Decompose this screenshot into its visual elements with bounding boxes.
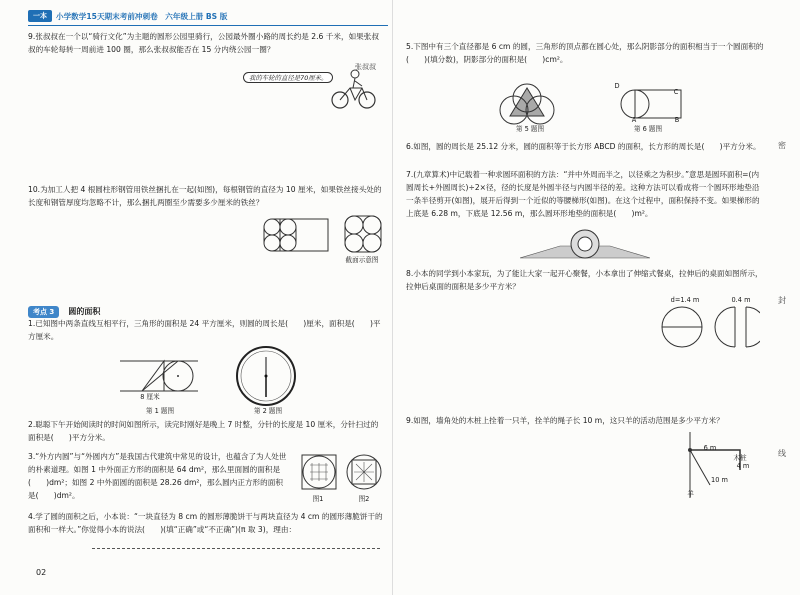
circle-outer-figure [345, 453, 383, 491]
fig1-width-label: 8 厘米 [140, 393, 160, 401]
section-heading [28, 299, 100, 318]
character-label: 张叔叔 [355, 63, 376, 71]
section-title: 圆的面积 [68, 307, 101, 316]
section-q3: 3.“外方内圆”与“外圆内方”是我国古代建筑中常见的设计，也蕴含了为人处世的朴素道理。如图 1 中外面正方形的面积是 64 dm²，那么里面圆的面积是( )dm²；如图 2 中外面圆的面积是 28.26 dm²，那么圆内正方形的面积是( )dm²。 [28, 452, 287, 500]
ring-mat-figure [520, 228, 650, 260]
rope-length-label: 10 m [711, 476, 728, 484]
margin-label-3: 线 [778, 449, 786, 458]
three-circles-figure [492, 80, 562, 126]
header-rule [28, 25, 388, 26]
label-B: B [674, 116, 680, 124]
page-fold [392, 0, 393, 595]
fig3-label-2: 图2 [358, 495, 370, 503]
section-badge: 考点 3 [28, 306, 59, 318]
left-column [28, 30, 383, 56]
fig1-caption: 第 1 题图 [145, 407, 175, 415]
clock-icon [235, 345, 297, 407]
question-9: 9.张叔叔在一个以“骑行文化”为主题的圆形公园里骑行，公园最外圈小路的周长约是 2.6 千米，如果张叔叔的车轮每转一周前进 100 圈，那么张叔叔能否在 15 分内绕公园一圈？ [28, 32, 379, 54]
cross-section-caption: 截面示意图 [345, 256, 379, 264]
cross-section-figure [342, 213, 382, 253]
fig6-caption: 第 6 题图 [633, 125, 663, 133]
table-figure [660, 305, 760, 353]
speech-bubble: 我的车轮的直径是70厘米。 [243, 72, 333, 83]
label-C: C [673, 88, 679, 96]
diameter-label: d=1.4 m [670, 296, 700, 304]
question-6: 6.如图，圆的周长是 25.12 分米，圆的面积等于长方形 ABCD 的面积，长方形的周长是( )平方分米。 [406, 142, 761, 151]
pipe-bundle-figure [262, 215, 332, 255]
cyclist-icon [330, 68, 378, 110]
question-7: 7.(九章算术)中记载着一种求圆环面积的方法：“并中外周而半之，以径乘之为积步。”意思是圆环面积=(内圆周长+外圆周长)÷2×径，径的长度是外圆半径与内圆半径的差。这种方法可以看成将一个圆环形地垫沿一条半径剪开(如图)，展开后得到一个近似的等腰梯形(如图)。在这个过程中，面积保持不变。如果梯形的上底是 6.28 m，下底是 12.56 m，那么圆环形地垫的面积是( )m²。 [406, 170, 760, 218]
fig3-label-1: 图1 [312, 495, 324, 503]
label-A: A [631, 116, 637, 124]
question-9-right: 9.如图，墙角处的木桩上拴着一只羊，拴羊的绳子长 10 m，这只羊的活动范围是多少平方米？ [406, 416, 724, 425]
header-title: 小学数学15天期末考前冲刺卷 六年级上册 BS 版 [56, 11, 228, 21]
answer-line[interactable] [92, 547, 380, 549]
length-4m: 4 m [736, 462, 750, 470]
page-header [28, 8, 388, 24]
section-q4: 4.学了圆的面积之后，小本说：“一块直径为 8 cm 的圆形薄脆饼干与两块直径为 4 cm 的圆形薄脆饼干的面积和一样大。”你觉得小本的说法( )(填“正确”或“不正确”)(π 取 3)，理由： [28, 512, 383, 534]
sheep-label: 羊 [687, 490, 694, 498]
label-D: D [614, 82, 620, 90]
section-q2: 2.聪聪下午开始阅读时的时间如图所示，读完时刚好是晚上 7 时整，分针的长度是 10 厘米，分针扫过的面积是( )平方分米。 [28, 420, 379, 442]
publisher-logo: 一本 [28, 10, 52, 22]
question-5: 5.下图中有三个直径都是 6 cm 的圆，三角形的顶点都在圆心处，那么阴影部分的面积相当于一个圆面积的( )(填分数)，阴影部分的面积是( )cm²。 [406, 42, 764, 64]
page-number: 02 [36, 568, 47, 577]
fig2-caption: 第 2 题图 [253, 407, 283, 415]
fig5-caption: 第 5 题图 [515, 125, 545, 133]
question-8: 8.小本的同学到小本家玩，为了能让大家一起开心聚餐，小本拿出了伸缩式餐桌，拉伸后的桌面如图所示，拉伸后桌面的面积是多少平方米？ [406, 269, 763, 291]
length-6m: 6 m [703, 444, 717, 452]
square-outer-figure [300, 453, 338, 491]
margin-label-2: 封 [778, 296, 786, 305]
extension-label: 0.4 m [731, 296, 751, 304]
question-10: 10.为加工人把 4 根圆柱形钢管用铁丝捆扎在一起(如图)，每根钢管的直径为 10 厘米，如果铁丝接头处的长度和钢管厚度均忽略不计，那么捆扎两圈至少需要多少厘米的铁丝？ [28, 185, 382, 207]
stake-label: 木桩 [733, 454, 747, 462]
section-q1: 1.已知图中两条直线互相平行，三角形的面积是 24 平方厘米，则圆的周长是( )厘米，面积是( )平方厘米。 [28, 319, 381, 341]
margin-label-1: 密 [778, 141, 786, 150]
